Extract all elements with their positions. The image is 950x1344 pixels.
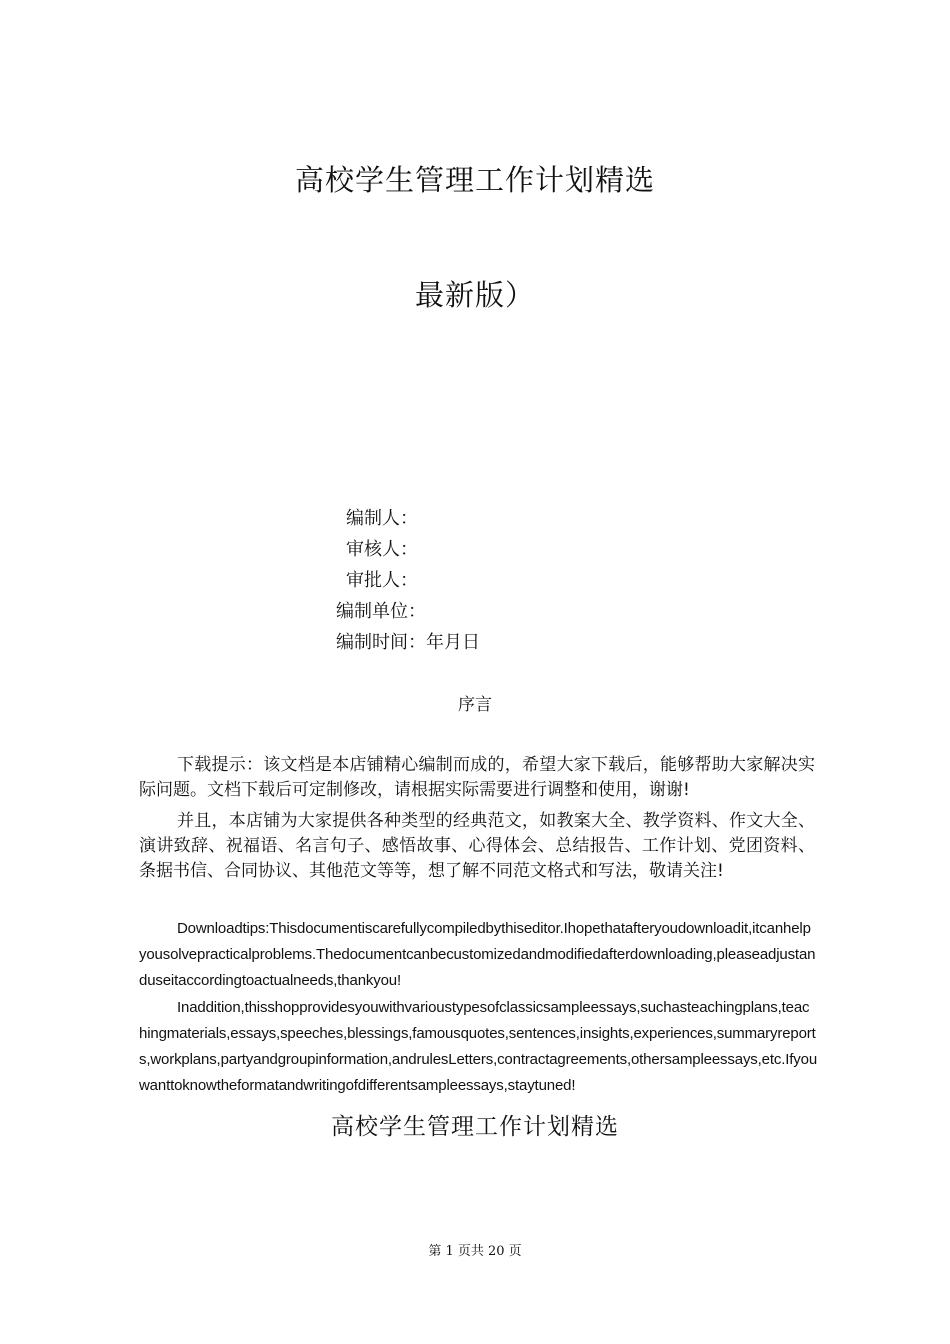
sample-essays-paragraph: 并且，本店铺为大家提供各种类型的经典范文，如教案大全、教学资料、作文大全、演讲致辞、祝福语、名言句子、感悟故事、心得体会、总结报告、工作计划、党团资料、条据书信、合同协议、其他范文等等，想了解不同范文格式和写法，敬请关注! xyxy=(139,811,815,881)
document-meta xyxy=(336,503,480,658)
time-field: 编制时间：年月日 xyxy=(336,632,480,653)
reviewer-field: 审核人： xyxy=(346,539,418,560)
download-tip-paragraph-en: Downloadtips:Thisdocumentiscarefullycompiledbythiseditor.Ihopethatafteryoudownloadit,itcanhelpyousolvepracticalproblems.Thedocumentcanbecustomizedandmodifiedafterdownloading,pleaseadjustanduseitaccordingtoactualneeds,thankyou! xyxy=(139,920,816,989)
editor-field: 编制人： xyxy=(346,508,418,529)
preface-heading: 序言 xyxy=(458,695,492,715)
cover-title: 高校学生管理工作计划精选 xyxy=(294,163,655,197)
unit-field: 编制单位： xyxy=(336,601,426,622)
cover-subtitle: 最新版） xyxy=(414,278,535,312)
page-footer: 第 1 页共 20 页 xyxy=(428,1244,522,1259)
sample-essays-paragraph-en: Inaddition,thisshopprovidesyouwithvarioustypesofclassicsampleessays,suchasteachingplans,teachingmaterials,essays,speeches,blessings,famousquotes,sentences,insights,experiences,summaryreports,workplans,partyandgroupinformation,andrulesLetters,contractagreements,othersampleessays,etc.Ifyouwanttoknowtheformatandwritingofdifferentsampleessays,staytuned! xyxy=(139,999,818,1094)
section-title: 高校学生管理工作计划精选 xyxy=(331,1114,619,1140)
download-tip-paragraph: 下载提示：该文档是本店铺精心编制而成的，希望大家下载后，能够帮助大家解决实际问题。文档下载后可定制修改，请根据实际需要进行调整和使用，谢谢! xyxy=(139,755,815,800)
approver-field: 审批人： xyxy=(346,570,418,591)
